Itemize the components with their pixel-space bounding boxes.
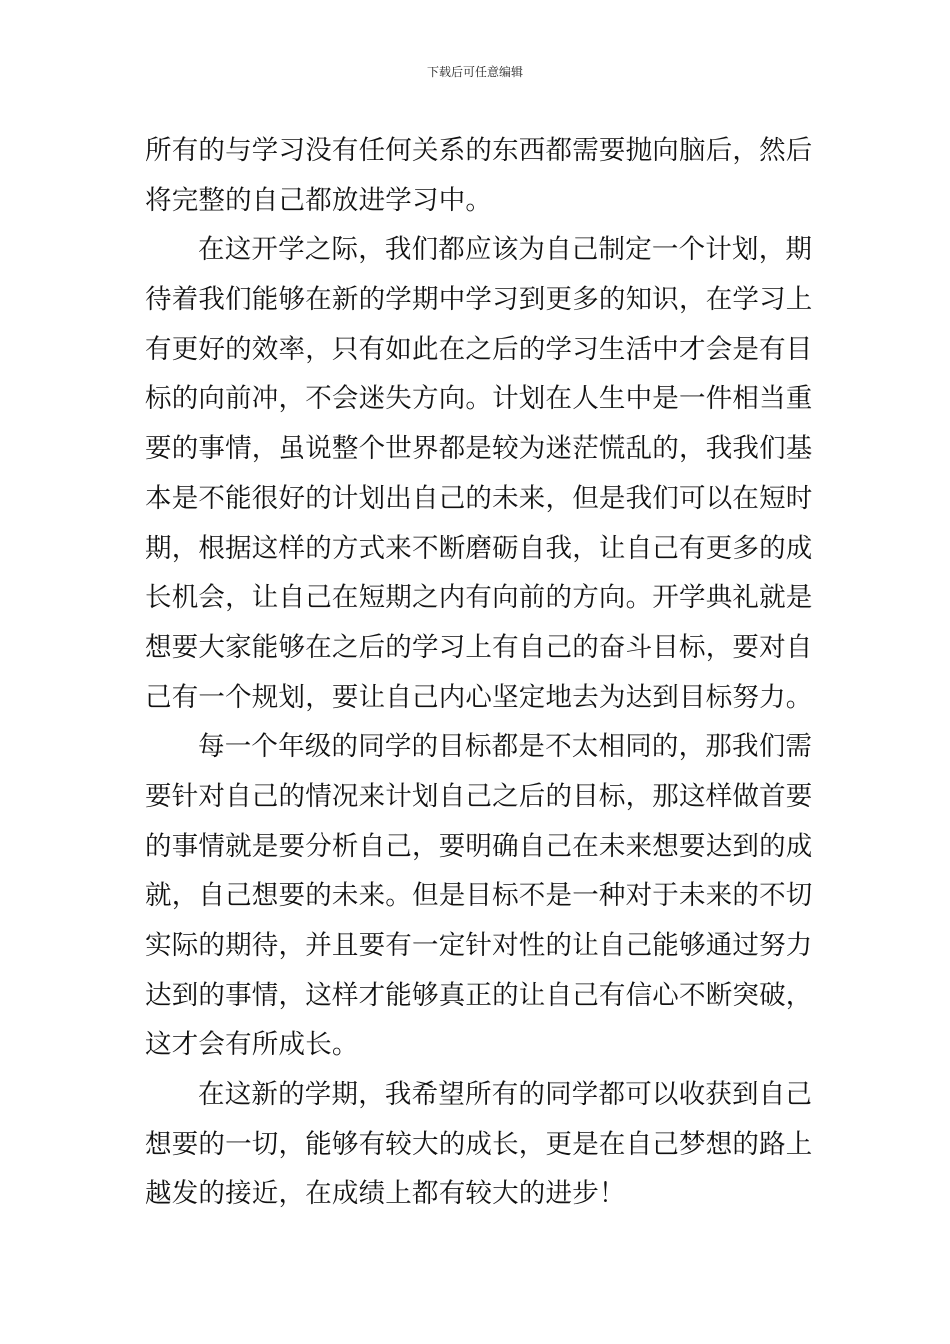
- page-header: 下载后可任意编辑: [426, 65, 523, 79]
- document-body: [145, 126, 813, 1219]
- text-line: 想要大家能够在之后的学习上有自己的奋斗目标，要对自: [145, 631, 813, 663]
- text-line: 越发的接近，在成绩上都有较大的进步！: [145, 1178, 626, 1210]
- text-line: 长机会，让自己在短期之内有向前的方向。开学典礼就是: [145, 582, 813, 614]
- text-line: 待着我们能够在新的学期中学习到更多的知识，在学习上: [145, 284, 813, 316]
- text-line: 己有一个规划，要让自己内心坚定地去为达到目标努力。: [145, 681, 813, 713]
- text-line: 这才会有所成长。: [145, 1029, 359, 1061]
- text-line: 想要的一切，能够有较大的成长，更是在自己梦想的路上: [145, 1128, 813, 1160]
- text-line: 要的事情，虽说整个世界都是较为迷茫慌乱的，我我们基: [145, 433, 813, 465]
- text-line: 就，自己想要的未来。但是目标不是一种对于未来的不切: [145, 880, 813, 912]
- text-line: 要针对自己的情况来计划自己之后的目标，那这样做首要: [145, 780, 813, 812]
- text-line: 标的向前冲，不会迷失方向。计划在人生中是一件相当重: [145, 383, 813, 415]
- text-line: 本是不能很好的计划出自己的未来，但是我们可以在短时: [145, 482, 813, 514]
- text-line: 所有的与学习没有任何关系的东西都需要抛向脑后，然后: [145, 135, 813, 166]
- text-line: 有更好的效率，只有如此在之后的学习生活中才会是有目: [145, 333, 813, 365]
- paragraph-start-line: 每一个年级的同学的目标都是不太相同的，那我们需: [198, 731, 813, 763]
- text-line: 的事情就是要分析自己，要明确自己在未来想要达到的成: [145, 830, 813, 862]
- text-line: 实际的期待，并且要有一定针对性的让自己能够通过努力: [145, 930, 813, 961]
- text-line: 将完整的自己都放进学习中。: [145, 184, 493, 216]
- text-line: 期，根据这样的方式来不断磨砺自我，让自己有更多的成: [145, 532, 813, 564]
- paragraph-start-line: 在这新的学期，我希望所有的同学都可以收获到自己: [198, 1079, 813, 1111]
- text-line: 达到的事情，这样才能够真正的让自己有信心不断突破，: [145, 979, 813, 1011]
- paragraph-start-line: 在这开学之际，我们都应该为自己制定一个计划，期: [198, 234, 813, 266]
